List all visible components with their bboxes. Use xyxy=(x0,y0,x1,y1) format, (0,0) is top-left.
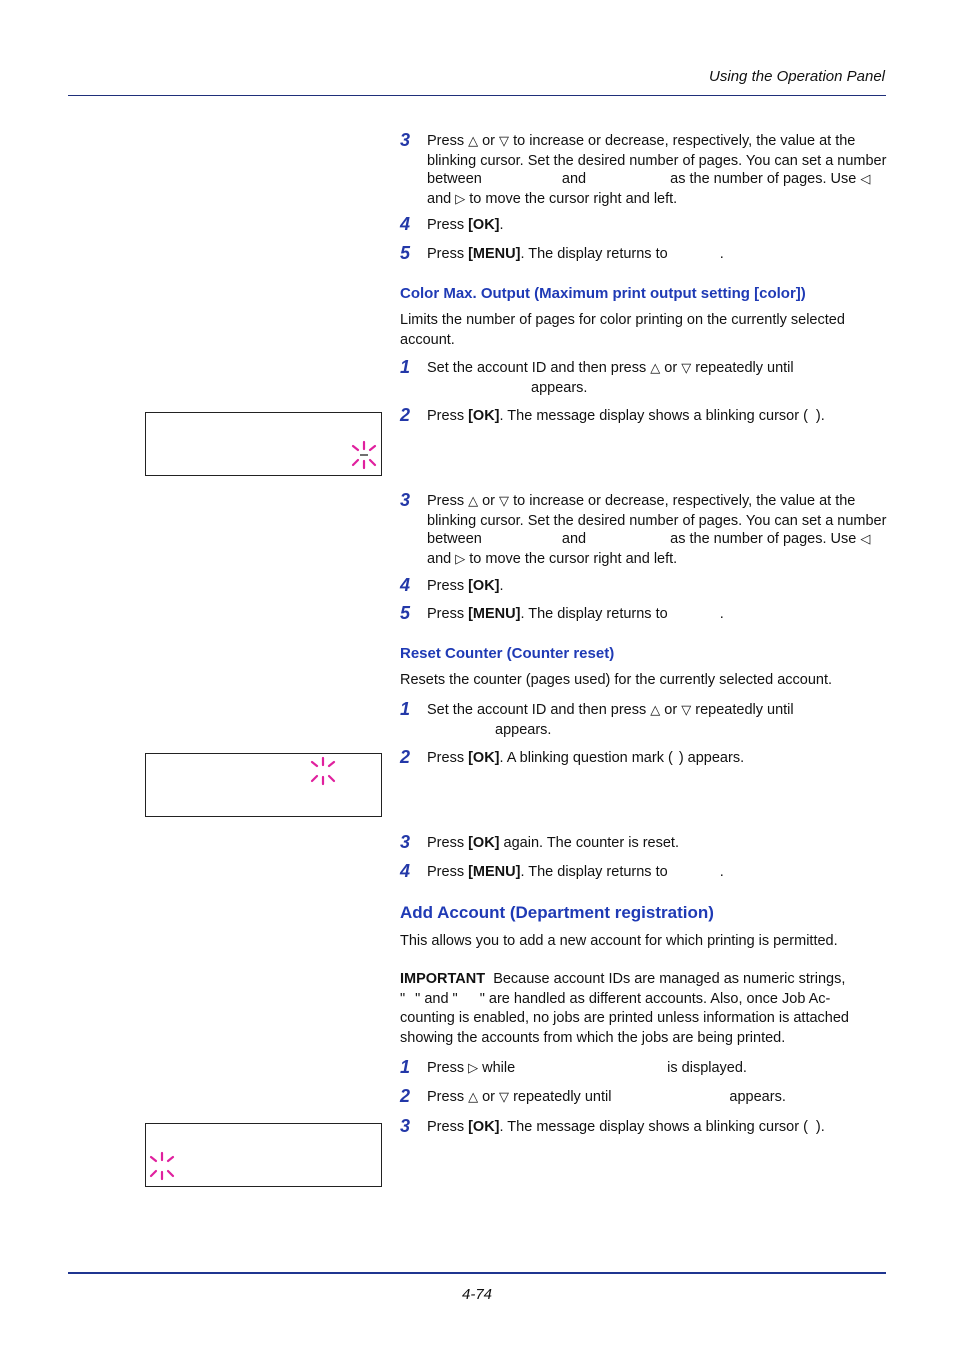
up-arrow-icon: △ xyxy=(650,703,661,718)
right-arrow-icon: ▷ xyxy=(468,1061,479,1076)
down-arrow-icon: ▽ xyxy=(499,494,510,509)
message-display-panel xyxy=(145,753,382,817)
color-max-intro: Limits the number of pages for color printing on the currently selected account. xyxy=(400,312,845,348)
right-arrow-icon: ▷ xyxy=(455,551,466,567)
left-arrow-icon: ◁ xyxy=(860,532,871,547)
up-arrow-icon: △ xyxy=(468,494,479,509)
running-header: Using the Operation Panel xyxy=(709,68,885,85)
down-arrow-icon: ▽ xyxy=(681,361,692,376)
down-arrow-icon: ▽ xyxy=(499,134,510,149)
up-arrow-icon: △ xyxy=(468,134,479,149)
add-account-heading: Add Account (Department registration) xyxy=(400,903,714,922)
header-rule xyxy=(68,95,886,96)
important-note: IMPORTANT Because account IDs are managed as numeric strings, " " and " " are handled as different accounts. Also, once Job Ac- counting is enabled, no jobs are printed unless information is attached showing the accounts from which the jobs are being printed. xyxy=(400,971,849,1046)
footer-rule xyxy=(68,1272,886,1274)
message-display-panel xyxy=(145,1123,382,1187)
up-arrow-icon: △ xyxy=(468,1090,479,1105)
down-arrow-icon: ▽ xyxy=(681,703,692,718)
reset-counter-intro: Resets the counter (pages used) for the currently selected account. xyxy=(400,672,833,688)
add-account-intro: This allows you to add a new account for which printing is permitted. xyxy=(400,933,838,949)
reset-counter-heading: Reset Counter (Counter reset) xyxy=(400,645,615,662)
right-arrow-icon: ▷ xyxy=(455,191,466,207)
blinking-cursor-icon xyxy=(147,1151,177,1181)
page-number: 4-74 xyxy=(461,1286,493,1303)
blinking-cursor-icon xyxy=(349,440,379,470)
color-max-heading: Color Max. Output (Maximum print output setting [color]) xyxy=(400,285,806,302)
blinking-question-mark-icon xyxy=(308,756,338,786)
down-arrow-icon: ▽ xyxy=(499,1090,510,1105)
up-arrow-icon: △ xyxy=(650,361,661,376)
left-arrow-icon: ◁ xyxy=(860,172,871,187)
message-display-panel xyxy=(145,412,382,476)
